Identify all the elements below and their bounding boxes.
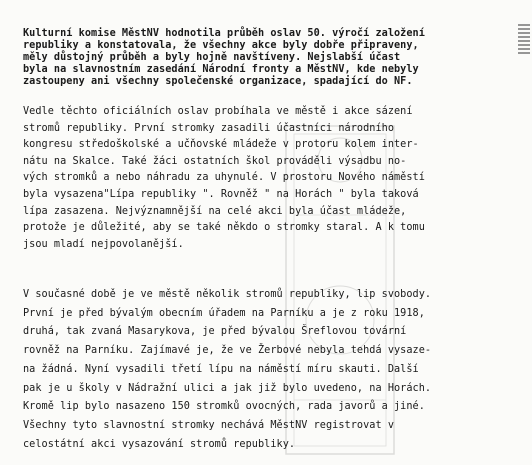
text-line: byla vysazena"Lípa republiky ". Rovněž " na Horách " byla taková: [23, 188, 419, 200]
text-line: pak je u školy v Nádražní ulici a jak již bylo uvedeno, na Horách.: [23, 382, 432, 394]
text-line: vých stromků a nebo náhradu za uhynulé. V prostoru Nového náměstí: [23, 172, 425, 184]
text-line: Vedle těchto oficiálních oslav probíhala ve městě i akce sázení: [23, 106, 413, 117]
text-line: stromů republiky. První stromky zasadili účastníci národního: [23, 122, 395, 134]
text-line: V současné době je ve městě několik stromů republiky, lip svobody.: [23, 289, 432, 300]
paragraph-commission-report: [23, 28, 425, 88]
text-line: zastoupeny ani všechny společenské organizace, spadající do NF.: [23, 76, 413, 87]
text-line: rovněž na Parníku. Zajímavé je, že ve Žerbové nebyla tehdá vysaze-: [23, 345, 432, 357]
text-line: Kulturní komise MěstNV hodnotila průběh oslav 50. výročí založení: [23, 28, 425, 39]
text-line: lípa zasazena. Nejvýznamnější na celé akci byla účast mládeže,: [23, 205, 407, 217]
text-line: byla na slavnostním zasedání Národní fronty a MěstNV, kde nebyly: [23, 64, 419, 75]
text-line: republiky a konstatovala, že všechny akce byly dobře připraveny,: [23, 40, 419, 51]
edge-scan-mark: [518, 24, 530, 54]
text-line: nátu na Skalce. Také žáci ostatních škol prováděli výsadbu no-: [23, 155, 407, 167]
text-line: na žádná. Nyní vysadili třetí lípu na náměstí míru skauti. Další: [23, 363, 419, 375]
paragraph-tree-planting: [23, 104, 425, 253]
text-line: druhá, tak zvaná Masarykova, je před bývalou Šreflovou tovární: [23, 326, 407, 338]
text-line: protože je důležité, aby se také někdo o stromky staral. A k tomu: [23, 222, 425, 234]
text-line: Všechny tyto slavnostní stromky nechává MěstNV registrovat v: [23, 419, 395, 431]
text-line: Kromě lip bylo nasazeno 150 stromků ovocných, rada javorů a jiné.: [23, 401, 425, 413]
text-line: měly důstojný průběh a byly hojně navštíveny. Nejslabší účast: [23, 52, 401, 63]
paragraph-trees-of-republic: [23, 286, 431, 454]
text-line: celostátní akci vysazování stromů republiky.: [23, 438, 296, 450]
text-line: První je před bývalým obecním úřadem na Parníku a je z roku 1918,: [23, 307, 425, 319]
text-line: kongresu středoškolské a učňovské mládeže v protoru kolem inter-: [23, 139, 419, 151]
text-line: jsou mladí nejpovolanější.: [23, 238, 184, 250]
